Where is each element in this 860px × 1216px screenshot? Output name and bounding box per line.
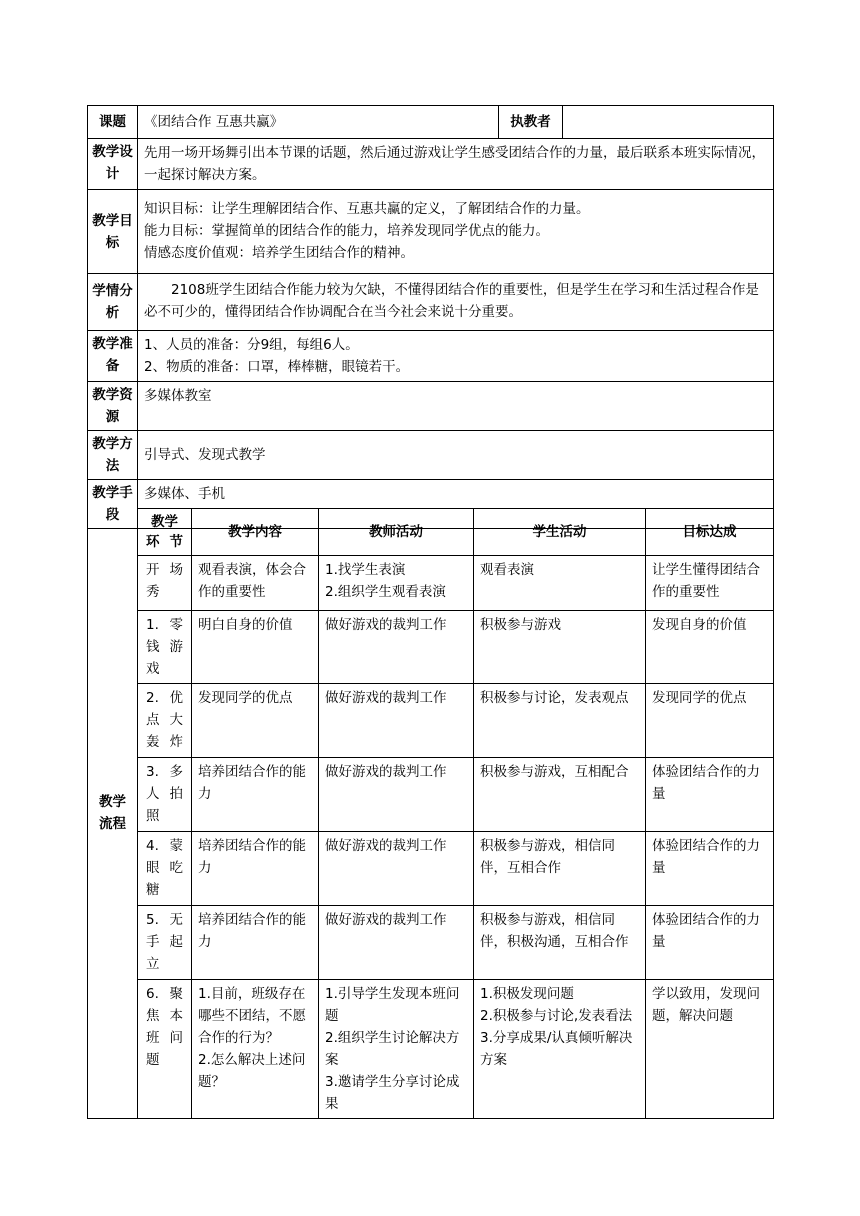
row-analysis — [88, 274, 774, 331]
teacher-line: 1.引导学生发现本班问题 — [325, 986, 460, 1024]
header-student: 学生活动 — [474, 509, 646, 556]
header-teacher: 教师活动 — [319, 509, 474, 556]
topic-value: 《团结合作 互惠共赢》 — [138, 106, 499, 139]
prep-materials: 2、物质的准备：口罩，棒棒糖，眼镜若干。 — [144, 359, 410, 375]
flow-row — [88, 906, 774, 980]
goal-knowledge: 知识目标：让学生理解团结合作、互惠共赢的定义，了解团结合作的力量。 — [144, 201, 590, 217]
goal-line: 体验团结合作的力量 — [652, 912, 760, 950]
header-content: 教学内容 — [192, 509, 319, 556]
content-cell — [192, 684, 319, 758]
teacher-line: 2.组织学生讨论解决方案 — [325, 1030, 460, 1068]
prep-text — [138, 331, 774, 382]
stage-cell: 6. 聚焦本班问题 — [138, 980, 192, 1119]
resources-text: 多媒体教室 — [138, 382, 774, 431]
resources-label: 教学资源 — [88, 382, 138, 431]
flow-row — [88, 611, 774, 684]
content-cell — [192, 758, 319, 832]
flow-row — [88, 556, 774, 611]
flow-row — [88, 758, 774, 832]
student-line: 2.积极参与讨论,发表看法 — [480, 1008, 633, 1024]
goal-line: 发现同学的优点 — [652, 690, 747, 706]
means-text: 多媒体、手机 — [138, 480, 774, 529]
student-line: 1.积极发现问题 — [480, 986, 574, 1002]
teacher-cell — [319, 832, 474, 906]
teacher-cell — [319, 758, 474, 832]
prep-label: 教学准备 — [88, 331, 138, 382]
teacher-cell — [319, 980, 474, 1119]
teacher-cell — [319, 684, 474, 758]
lesson-info-table — [87, 105, 774, 529]
student-line: 积极参与游戏，相信同伴，积极沟通，互相合作 — [480, 912, 629, 950]
student-cell — [474, 980, 646, 1119]
content-line: 培养团结合作的能力 — [198, 838, 306, 876]
teacher-line: 做好游戏的裁判工作 — [325, 690, 447, 706]
row-goals — [88, 190, 774, 274]
student-cell — [474, 684, 646, 758]
teacher-line: 2.组织学生观看表演 — [325, 584, 446, 600]
student-line: 积极参与讨论，发表观点 — [480, 690, 629, 706]
goal-cell — [646, 980, 774, 1119]
goal-line: 学以致用，发现问题，解决问题 — [652, 986, 760, 1024]
content-line: 培养团结合作的能力 — [198, 764, 306, 802]
stage-cell: 1. 零钱游戏 — [138, 611, 192, 684]
content-cell — [192, 906, 319, 980]
student-cell — [474, 758, 646, 832]
stage-cell: 5. 无手起立 — [138, 906, 192, 980]
goal-line: 让学生懂得团结合作的重要性 — [652, 562, 760, 600]
stage-cell: 3. 多人拍照 — [138, 758, 192, 832]
header-stage: 教学环节 — [138, 509, 192, 556]
goals-label: 教学目标 — [88, 190, 138, 274]
goal-emotion: 情感态度价值观：培养学生团结合作的精神。 — [144, 245, 414, 261]
student-cell — [474, 556, 646, 611]
teacher-line: 3.邀请学生分享讨论成果 — [325, 1074, 460, 1112]
goal-cell — [646, 758, 774, 832]
goal-cell — [646, 611, 774, 684]
design-label: 教学设计 — [88, 139, 138, 190]
goal-cell — [646, 684, 774, 758]
stage-cell: 2. 优点大轰炸 — [138, 684, 192, 758]
goal-cell — [646, 906, 774, 980]
student-cell — [474, 906, 646, 980]
teacher-line: 1.找学生表演 — [325, 562, 406, 578]
goal-cell — [646, 556, 774, 611]
design-text: 先用一场开场舞引出本节课的话题，然后通过游戏让学生感受团结合作的力量，最后联系本班实际情况，一起探讨解决方案。 — [138, 139, 774, 190]
teaching-flow-table — [87, 508, 774, 1119]
goals-text — [138, 190, 774, 274]
student-line: 观看表演 — [480, 562, 534, 578]
flow-section-label: 教学流程 — [88, 509, 138, 1119]
goal-ability: 能力目标：掌握简单的团结合作的能力，培养发现同学优点的能力。 — [144, 223, 549, 239]
goal-line: 体验团结合作的力量 — [652, 764, 760, 802]
row-methods — [88, 431, 774, 480]
teacher-line: 做好游戏的裁判工作 — [325, 764, 447, 780]
teacher-line: 做好游戏的裁判工作 — [325, 838, 447, 854]
content-cell — [192, 611, 319, 684]
teacher-cell — [319, 906, 474, 980]
content-cell — [192, 556, 319, 611]
content-cell — [192, 832, 319, 906]
stage-cell: 开场秀 — [138, 556, 192, 611]
student-line: 积极参与游戏 — [480, 617, 561, 633]
content-line: 明白自身的价值 — [198, 617, 293, 633]
analysis-text: 2108班学生团结合作能力较为欠缺，不懂得团结合作的重要性，但是学生在学习和生活过程合作是必不可少的，懂得团结合作协调配合在当今社会来说十分重要。 — [138, 274, 774, 331]
teacher-cell — [319, 611, 474, 684]
student-cell — [474, 832, 646, 906]
stage-cell: 4. 蒙眼吃糖 — [138, 832, 192, 906]
student-line: 积极参与游戏，互相配合 — [480, 764, 629, 780]
header-goal: 目标达成 — [646, 509, 774, 556]
content-cell — [192, 980, 319, 1119]
student-line: 积极参与游戏，相信同伴，互相合作 — [480, 838, 615, 876]
content-line: 2.怎么解决上述问题？ — [198, 1052, 306, 1090]
methods-label: 教学方法 — [88, 431, 138, 480]
content-line: 1.目前，班级存在哪些不团结，不愿合作的行为？ — [198, 986, 306, 1046]
student-cell — [474, 611, 646, 684]
means-label: 教学手段 — [88, 480, 138, 529]
flow-header-row — [88, 509, 774, 556]
student-line: 3.分享成果/认真倾听解决方案 — [480, 1030, 633, 1068]
teacher-label: 执教者 — [499, 106, 563, 139]
flow-row — [88, 832, 774, 906]
content-line: 发现同学的优点 — [198, 690, 293, 706]
row-resources — [88, 382, 774, 431]
topic-label: 课题 — [88, 106, 138, 139]
row-design — [88, 139, 774, 190]
analysis-label: 学情分析 — [88, 274, 138, 331]
content-line: 培养团结合作的能力 — [198, 912, 306, 950]
flow-row — [88, 684, 774, 758]
content-line: 观看表演，体会合作的重要性 — [198, 562, 306, 600]
goal-cell — [646, 832, 774, 906]
teacher-line: 做好游戏的裁判工作 — [325, 617, 447, 633]
teacher-cell — [319, 556, 474, 611]
teacher-line: 做好游戏的裁判工作 — [325, 912, 447, 928]
goal-line: 体验团结合作的力量 — [652, 838, 760, 876]
teacher-value — [563, 106, 774, 139]
methods-text: 引导式、发现式教学 — [138, 431, 774, 480]
row-prep — [88, 331, 774, 382]
row-topic — [88, 106, 774, 139]
goal-line: 发现自身的价值 — [652, 617, 747, 633]
flow-row — [88, 980, 774, 1119]
prep-people: 1、人员的准备：分9组，每组6人。 — [144, 337, 359, 353]
